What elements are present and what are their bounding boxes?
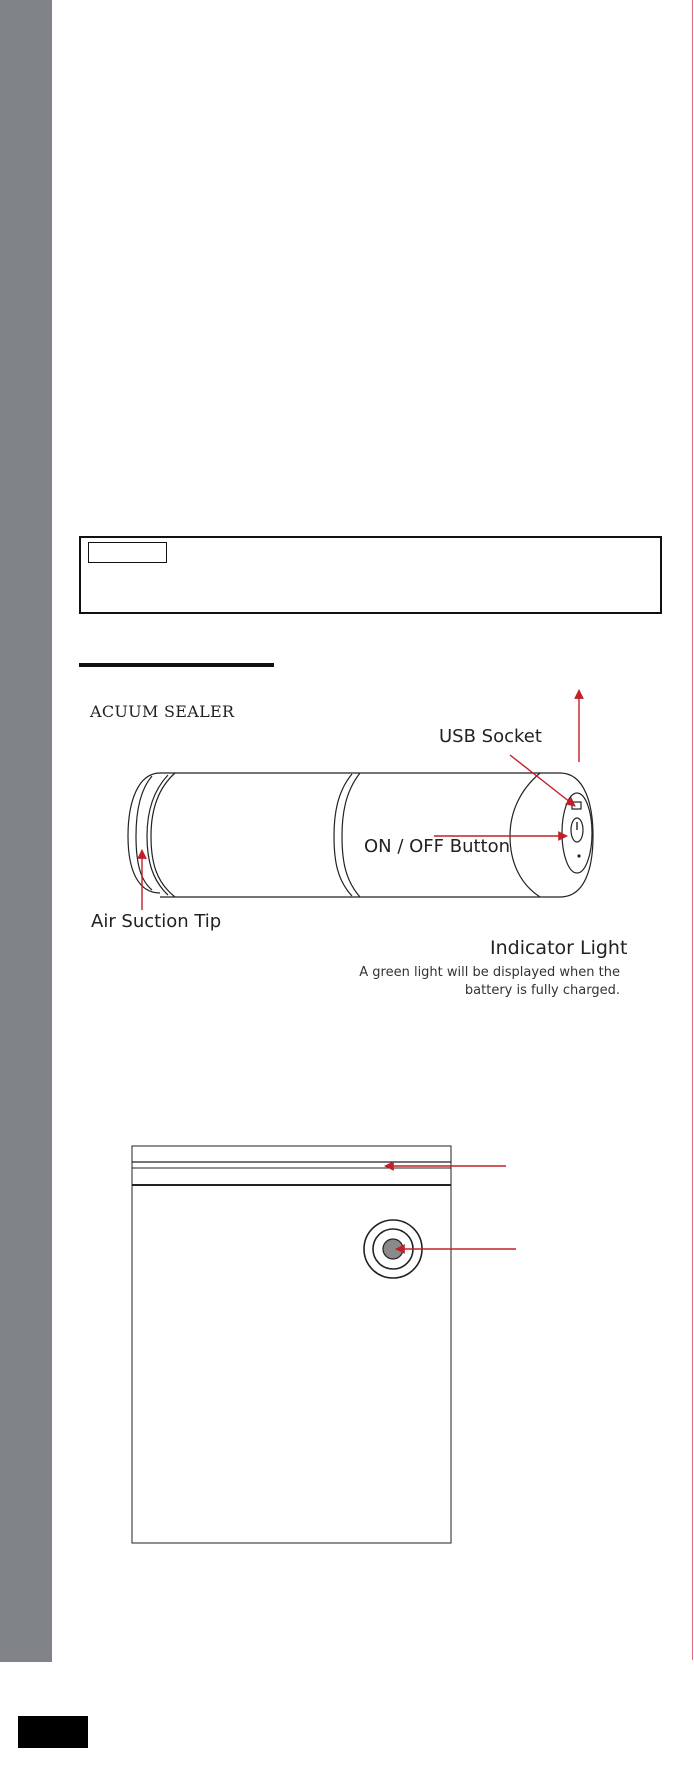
bag-outline bbox=[132, 1146, 451, 1543]
callout-arrows bbox=[142, 690, 579, 910]
suction-tip-rim bbox=[136, 776, 152, 890]
footer-page-tab bbox=[18, 1716, 88, 1748]
left-collar bbox=[151, 773, 175, 897]
product-title: ACUUM SEALER bbox=[90, 702, 235, 721]
vacuum-bag-illustration bbox=[132, 1146, 451, 1543]
indicator-light-label: Indicator Light bbox=[490, 937, 628, 959]
indicator-light-dot bbox=[577, 854, 580, 857]
on-off-button-label: ON / OFF Button bbox=[364, 836, 511, 857]
suction-tip-cap bbox=[128, 773, 160, 893]
usb-socket-label: USB Socket bbox=[439, 726, 542, 747]
device-body bbox=[160, 773, 593, 897]
vacuum-sealer-illustration bbox=[128, 773, 593, 897]
end-face bbox=[562, 793, 592, 873]
air-suction-tip-label: Air Suction Tip bbox=[91, 911, 222, 932]
right-end-cap bbox=[510, 773, 540, 897]
indicator-light-description: A green light will be displayed when the battery is fully charged. bbox=[359, 965, 620, 998]
middle-seam bbox=[342, 773, 360, 897]
